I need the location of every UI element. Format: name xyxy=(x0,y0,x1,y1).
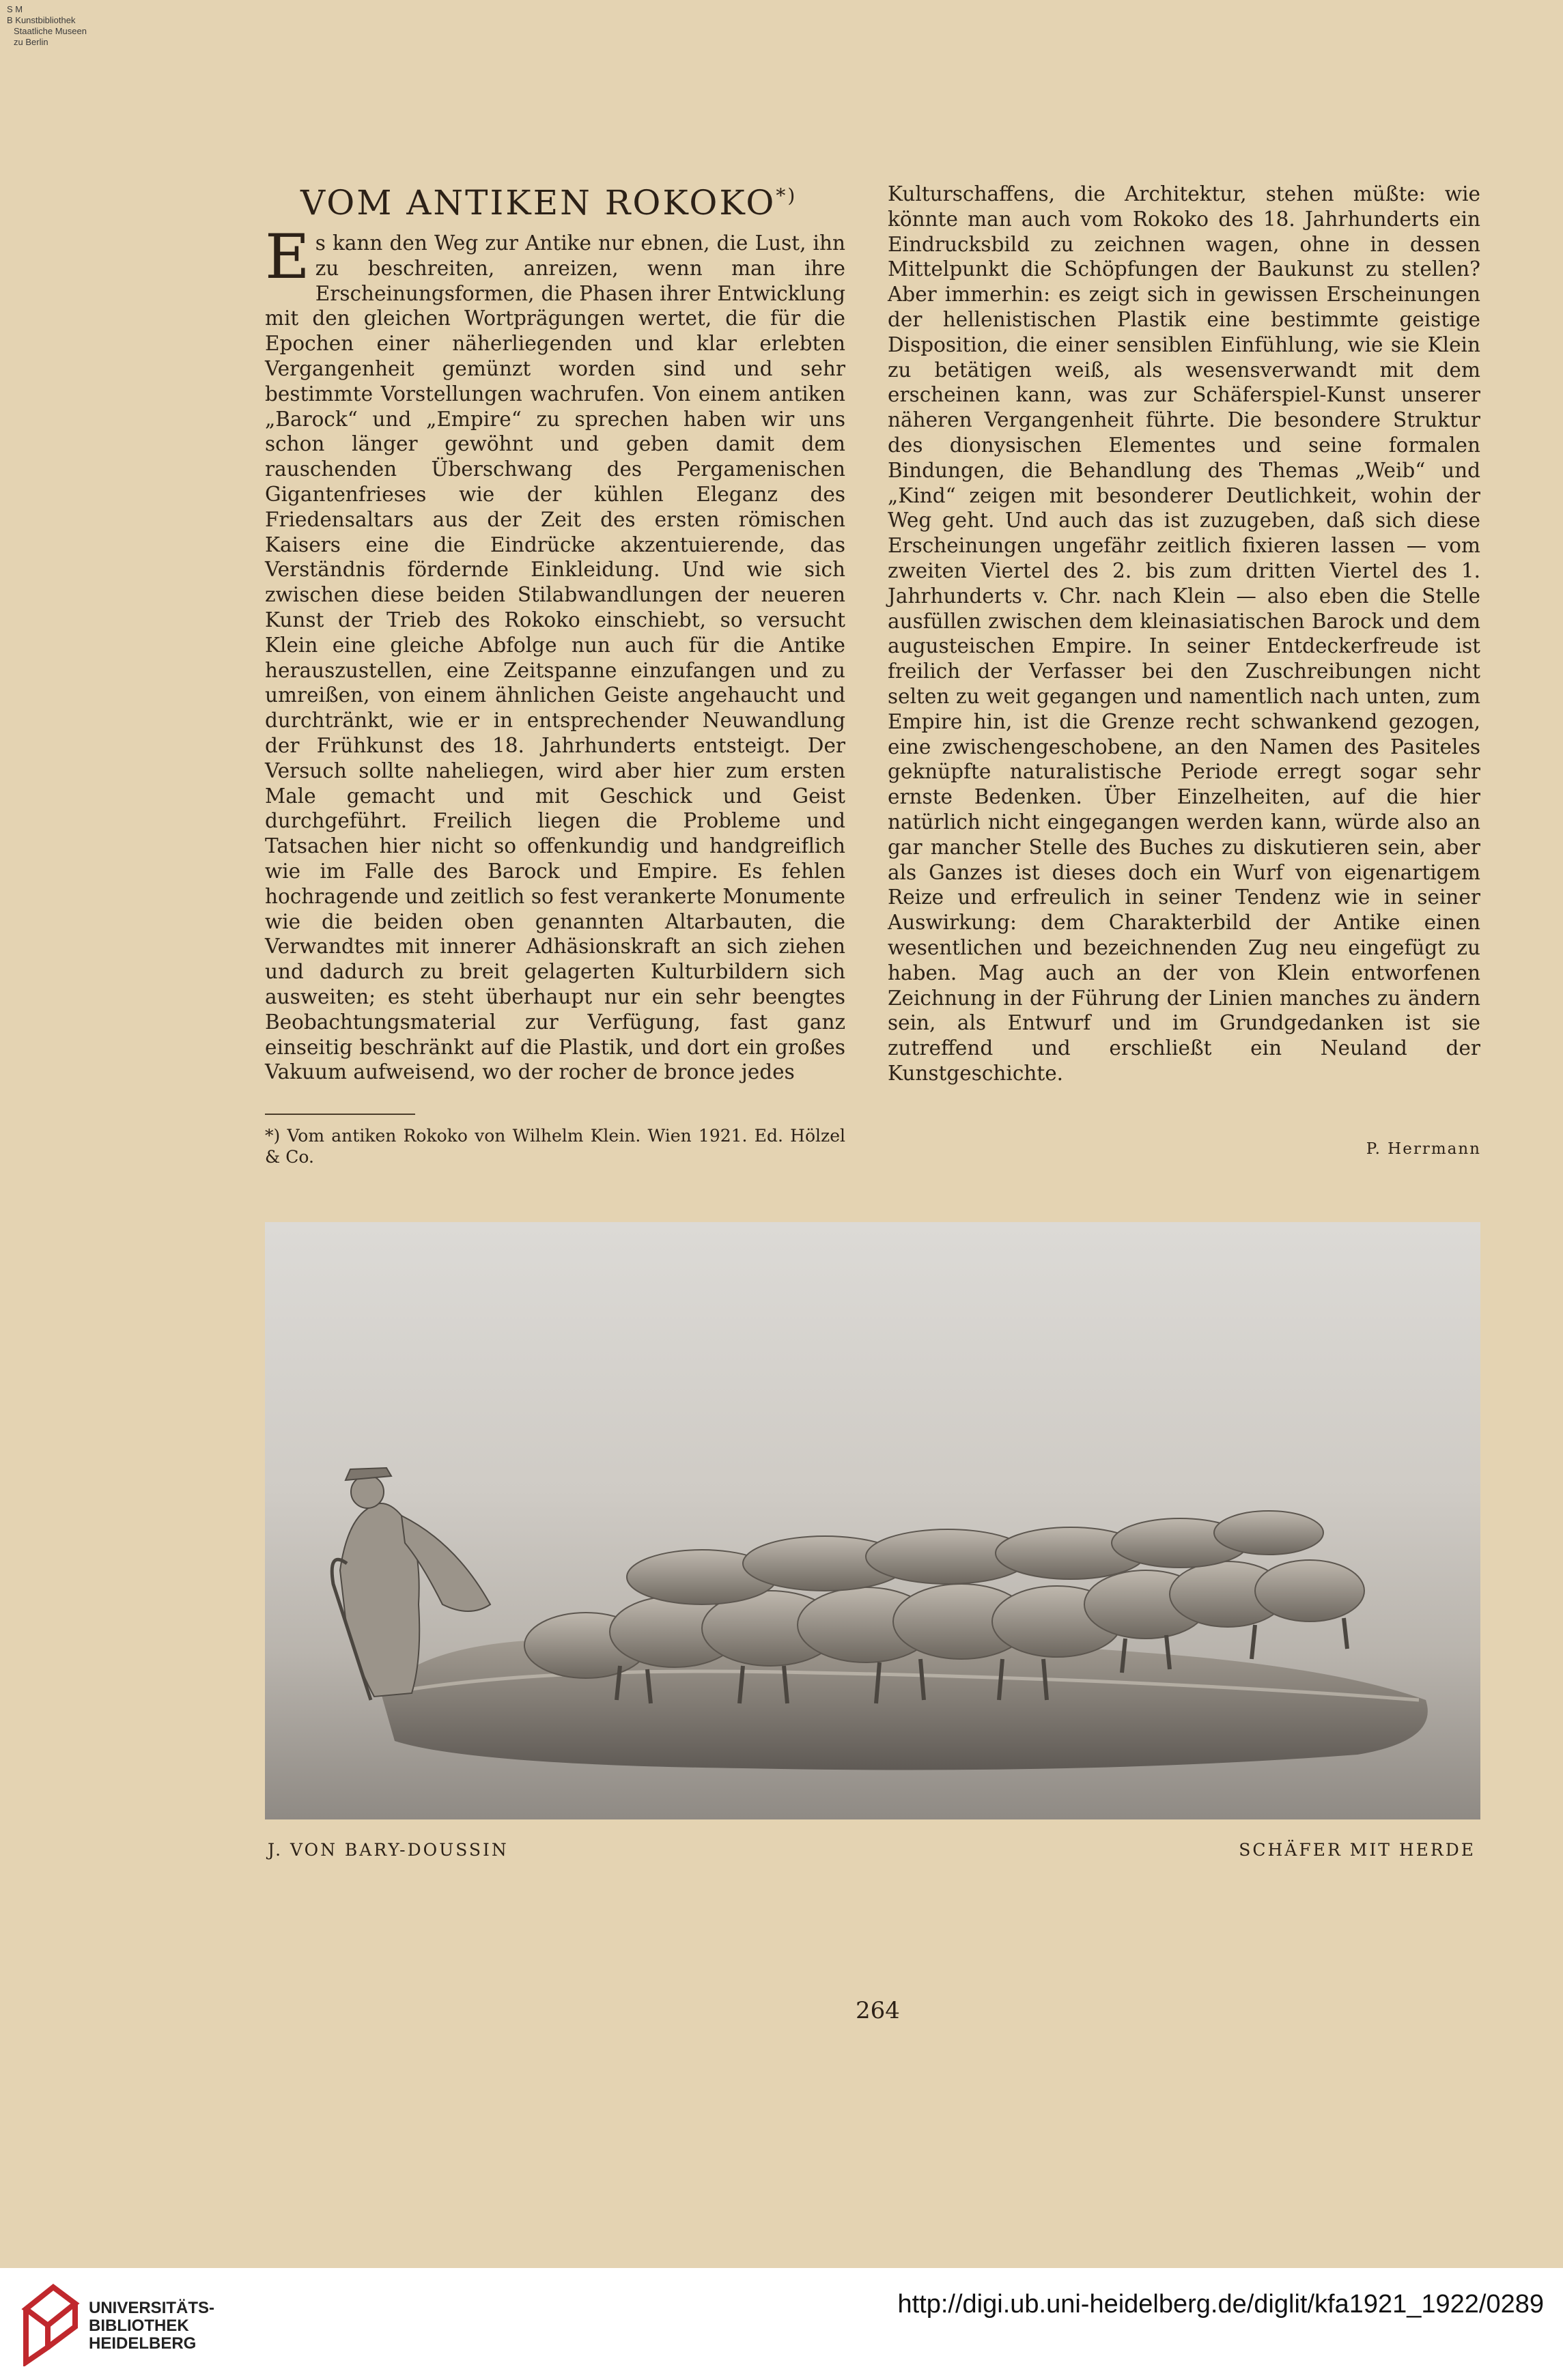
footnote-rule xyxy=(265,1114,415,1115)
stamp-line-2: B Kunstbibliothek xyxy=(7,15,76,25)
footnote-marker: *) xyxy=(776,184,798,207)
article-title xyxy=(300,183,797,223)
left-column xyxy=(265,221,845,1085)
caption-artist: J. VON BARY-DOUSSIN xyxy=(268,1840,509,1860)
sculpture-photograph xyxy=(265,1222,1480,1819)
library-name-line-2: BIBLIOTHEK xyxy=(89,2317,189,2335)
library-name-line-1: UNIVERSITÄTS- xyxy=(89,2299,215,2317)
stamp-line-3: Staatliche Museen xyxy=(14,26,87,36)
page-number: 264 xyxy=(856,1997,900,2024)
stamp-line-4: zu Berlin xyxy=(14,37,48,47)
left-column-text: s kann den Weg zur Antike nur ebnen, die Lust, ihn zu beschreiten, anreizen, wenn man ihre Erscheinungsformen, die Phasen ihrer Entwicklung mit den gleichen Wortprägungen wertet, die für die Epochen einer näherliegenden und klar erlebten Vergangenheit gemünzt worden sind und sehr bestimmte Vorstellungen wachrufen. Von einem antiken „Barock“ und „Empire“ zu sprechen haben wir uns schon länger gewöhnt und geben damit dem rauschenden Überschwang des Pergamenischen Gigantenfrieses wie der kühlen Eleganz des Friedensaltars aus der Zeit des ersten römischen Kaisers eine die Eindrücke akzentuierende, das Verständnis fördernde Einkleidung. Und wie sich zwischen diese beiden Stilabwandlungen der neueren Kunst der Trieb des Rokoko einschiebt, so versucht Klein eine gleiche Abfolge nun auch für die Antike herauszustellen, eine Zeitspanne einzufangen und zu umreißen, von einem ähnlichen Geiste angehaucht und durchtränkt, wie er in entsprechender Neuwandlung der Frühkunst des 18. Jahrhunderts entsteigt. Der Versuch sollte naheliegen, wird aber hier zum ersten Male gemacht und mit Geschick und Geist durchgeführt. Freilich liegen die Probleme und Tatsachen hier nicht so offenkundig und handgreiflich wie im Falle des Barock und Empire. Es fehlen hochragende und zeitlich so fest verankerte Monumente wie die beiden oben genannten Altarbauten, die Verwandtes mit innerer Adhäsionskraft an sich ziehen und dadurch zu breit gelagerten Kulturbildern sich ausweiten; es steht überhaupt nur ein sehr beengtes Beobachtungsmaterial zur Verfügung, fast ganz einseitig beschränkt auf die Plastik, und dort ein großes Vakuum aufweisend, wo der rocher de bronce jedes xyxy=(265,231,845,1084)
permalink-url[interactable]: http://digi.ub.uni-heidelberg.de/diglit/kfa1921_1922/0289 xyxy=(897,2290,1544,2319)
library-name-line-3: HEIDELBERG xyxy=(89,2334,197,2353)
right-column xyxy=(888,182,1480,1086)
drop-cap: E xyxy=(265,221,310,293)
author-signature: P. Herrmann xyxy=(1366,1140,1481,1158)
library-stamp xyxy=(7,4,87,48)
article-title-text: VOM ANTIKEN ROKOKO xyxy=(300,183,776,223)
footnote: *) Vom antiken Rokoko von Wilhelm Klein. Wien 1921. Ed. Hölzel & Co. xyxy=(265,1126,845,1167)
university-library-logo-icon xyxy=(19,2282,82,2366)
stamp-line-1: S M xyxy=(7,4,23,14)
digitization-footer xyxy=(0,2268,1563,2380)
university-library-name xyxy=(89,2299,214,2353)
right-column-text: Kulturschaffens, die Architektur, stehen müßte: wie könnte man auch vom Rokoko des 18. Jahrhunderts ein Eindrucksbild zu zeichnen wagen, ohne in dessen Mittelpunkt die Schöpfungen der Baukunst zu stellen? Aber immerhin: es zeigt sich in gewissen Erscheinungen der hellenistischen Plastik eine bestimmte geistige Disposition, die einer sensiblen Einfühlung, wie sie Klein zu betätigen weiß, als wesensverwandt mit dem erscheinen kann, was zur Schäferspiel-Kunst unserer näheren Vergangenheit führte. Die besondere Struktur des dionysischen Elementes und seine formalen Bindungen, die Behandlung des Themas „Weib“ und „Kind“ zeigen mit besonderer Deutlichkeit, wohin der Weg geht. Und auch das ist zuzugeben, daß sich diese Erscheinungen ungefähr zeitlich fixieren lassen — vom zweiten Viertel des 2. bis zum dritten Viertel des 1. Jahrhunderts v. Chr. nach Klein — also eben die Stelle ausfüllen zwischen dem kleinasiatischen Barock und dem augusteischen Empire. In seiner Entdeckerfreude ist freilich der Verfasser bei den Zuschreibungen nicht selten zu weit gegangen und namentlich nach unten, zum Empire hin, ist die Grenze recht schwankend gezogen, eine zwischengeschobene, an den Namen des Pasiteles geknüpfte naturalistische Periode erregt sogar sehr ernste Bedenken. Über Einzelheiten, auf die hier natürlich nicht eingegangen werden kann, würde also an gar mancher Stelle des Buches zu diskutieren sein, aber als Ganzes ist dieses doch ein Wurf von eigenartigem Reize und erfreulich in seiner Tendenz wie in seiner Auswirkung: dem Charakterbild der Antike einen wesentlichen und bezeichnenden Zug neu eingefügt zu haben. Mag auch an der von Klein entworfenen Zeichnung in der Führung der Linien manches zu ändern sein, als Entwurf und im Grundgedanken ist sie zutreffend und erschließt ein Neuland der Kunstgeschichte. xyxy=(888,182,1480,1085)
caption-title: SCHÄFER MIT HERDE xyxy=(1239,1840,1476,1860)
shepherd-with-flock-image xyxy=(265,1222,1480,1819)
